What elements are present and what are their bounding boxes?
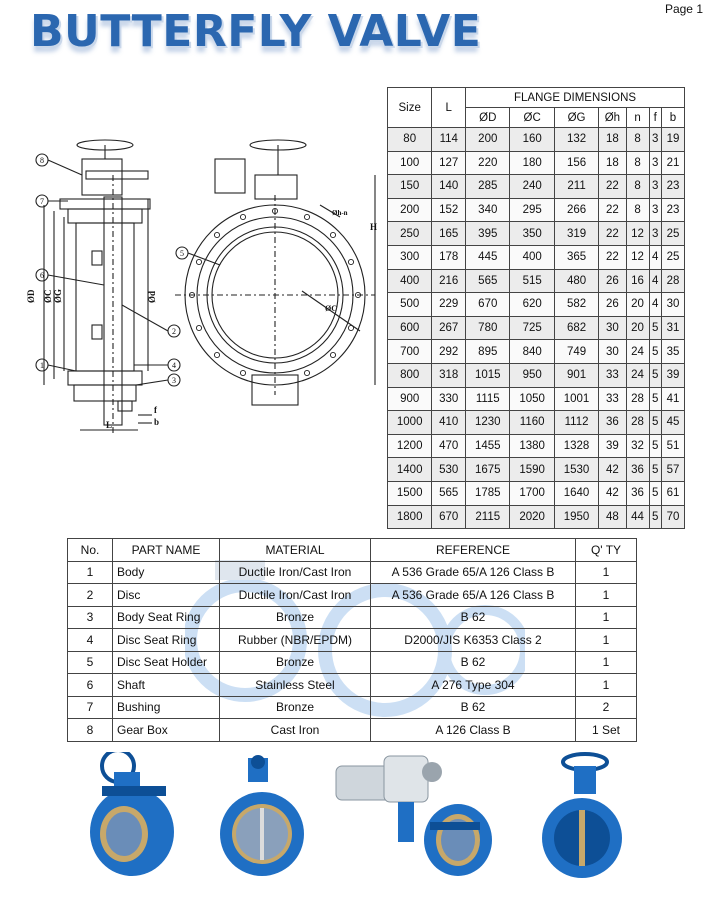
gearbox-side [82, 159, 122, 195]
callout-3: 3 [172, 376, 176, 385]
table-cell: 1950 [554, 505, 598, 529]
table-cell: 780 [466, 316, 510, 340]
table-cell: 61 [661, 481, 684, 505]
table-cell: Body [113, 561, 220, 584]
header-no: No. [68, 539, 113, 562]
table-cell: 292 [432, 340, 466, 364]
dim-h: H [370, 222, 378, 232]
table-cell: 1455 [466, 434, 510, 458]
table-cell: 500 [388, 293, 432, 317]
table-cell: 240 [510, 175, 554, 199]
table-cell: 20 [626, 293, 649, 317]
table-cell: 682 [554, 316, 598, 340]
table-cell: 901 [554, 363, 598, 387]
table-cell: 1 Set [576, 719, 637, 742]
table-cell: 30 [599, 316, 626, 340]
table-cell: 80 [388, 128, 432, 152]
header-l: L [432, 88, 466, 128]
table-cell: 900 [388, 387, 432, 411]
dim-od: ØD [26, 289, 36, 303]
header-sub-1: ØC [510, 108, 554, 128]
table-cell: 180 [510, 151, 554, 175]
page-title: BUTTERFLY VALVE [30, 6, 482, 57]
valve-photo-front [218, 752, 306, 880]
table-cell: 211 [554, 175, 598, 199]
table-cell: 350 [510, 222, 554, 246]
dim-bolt-holes: Øh-n [332, 209, 348, 217]
table-cell: 5 [649, 411, 661, 435]
table-cell: 1112 [554, 411, 598, 435]
table-cell: 36 [599, 411, 626, 435]
table-cell: 1 [576, 584, 637, 607]
table-cell: 30 [661, 293, 684, 317]
table-cell: 530 [432, 458, 466, 482]
table-cell: 8 [626, 128, 649, 152]
table-cell: 400 [388, 269, 432, 293]
table-cell: 1 [576, 674, 637, 697]
table-cell: 1380 [510, 434, 554, 458]
table-cell: Stainless Steel [220, 674, 371, 697]
table-cell: 410 [432, 411, 466, 435]
table-cell: 25 [661, 222, 684, 246]
table-cell: 18 [599, 151, 626, 175]
dim-f: f [154, 405, 157, 415]
parts-list-table [67, 538, 637, 742]
table-cell: 220 [466, 151, 510, 175]
dim-small-d: Ød [147, 290, 157, 303]
table-cell: 1 [68, 561, 113, 584]
table-cell: 565 [466, 269, 510, 293]
table-cell: 3 [649, 128, 661, 152]
table-cell: 22 [599, 245, 626, 269]
table-cell: 4 [649, 269, 661, 293]
flange-dimensions-table [387, 87, 685, 529]
table-row [68, 629, 637, 652]
header-reference: REFERENCE [371, 539, 576, 562]
table-row [68, 696, 637, 719]
table-cell: 5 [649, 340, 661, 364]
table-row [68, 561, 637, 584]
table-cell: 8 [626, 175, 649, 199]
table-cell: 5 [649, 481, 661, 505]
table-cell: 20 [626, 316, 649, 340]
header-sub-0: ØD [466, 108, 510, 128]
table-cell: B 62 [371, 696, 576, 719]
table-cell: 36 [626, 458, 649, 482]
callout-2: 2 [172, 327, 176, 336]
header-sub-2: ØG [554, 108, 598, 128]
table-cell: 39 [599, 434, 626, 458]
table-cell: 44 [626, 505, 649, 529]
table-cell: 300 [388, 245, 432, 269]
table-cell: 5 [649, 505, 661, 529]
dim-b: b [154, 417, 160, 427]
table-row [388, 269, 685, 293]
table-cell: Rubber (NBR/EPDM) [220, 629, 371, 652]
table-cell: 41 [661, 387, 684, 411]
dim-oc: ØC [43, 289, 53, 303]
table-cell: 57 [661, 458, 684, 482]
table-cell: 565 [432, 481, 466, 505]
table-cell: 1200 [388, 434, 432, 458]
table-cell: 8 [626, 151, 649, 175]
table-cell: 4 [649, 293, 661, 317]
dim-l: L [106, 420, 113, 430]
table-row [68, 674, 637, 697]
table-row [388, 198, 685, 222]
table-cell: 1160 [510, 411, 554, 435]
table-cell: 7 [68, 696, 113, 719]
table-cell: 6 [68, 674, 113, 697]
table-row [68, 651, 637, 674]
table-cell: 39 [661, 363, 684, 387]
table-cell: 395 [466, 222, 510, 246]
table-cell: 3 [649, 222, 661, 246]
table-cell: 480 [554, 269, 598, 293]
table-cell: 1675 [466, 458, 510, 482]
table-cell: 5 [649, 387, 661, 411]
table-cell: Shaft [113, 674, 220, 697]
table-cell: 165 [432, 222, 466, 246]
table-cell: 150 [388, 175, 432, 199]
table-cell: 200 [466, 128, 510, 152]
table-cell: 1 [576, 629, 637, 652]
dim-oc-front: ØC [325, 304, 337, 313]
table-cell: 1530 [554, 458, 598, 482]
table-cell: 35 [661, 340, 684, 364]
table-cell: 515 [510, 269, 554, 293]
table-cell: 28 [626, 411, 649, 435]
table-cell: 749 [554, 340, 598, 364]
table-cell: 32 [626, 434, 649, 458]
table-cell: 4 [68, 629, 113, 652]
table-cell: 1 [576, 651, 637, 674]
table-cell: 25 [661, 245, 684, 269]
table-cell: 2 [576, 696, 637, 719]
valve-technical-drawing [20, 135, 380, 440]
table-row [388, 293, 685, 317]
table-cell: 600 [388, 316, 432, 340]
table-cell: 42 [599, 458, 626, 482]
table-row [388, 128, 685, 152]
table-cell: Cast Iron [220, 719, 371, 742]
table-row [68, 719, 637, 742]
table-row [68, 606, 637, 629]
table-cell: 3 [649, 198, 661, 222]
valve-photo-gearbox-front [82, 752, 182, 880]
table-cell: 1001 [554, 387, 598, 411]
table-row [388, 245, 685, 269]
table-cell: 1785 [466, 481, 510, 505]
table-cell: Disc Seat Holder [113, 651, 220, 674]
table-cell: 8 [68, 719, 113, 742]
table-cell: 36 [626, 481, 649, 505]
table-cell: 1050 [510, 387, 554, 411]
header-material: MATERIAL [220, 539, 371, 562]
table-cell: 33 [599, 363, 626, 387]
table-row [388, 363, 685, 387]
table-cell: 1400 [388, 458, 432, 482]
table-cell: 1015 [466, 363, 510, 387]
table-cell: 1115 [466, 387, 510, 411]
table-cell: 266 [554, 198, 598, 222]
table-row [388, 411, 685, 435]
table-cell: 1 [576, 606, 637, 629]
table-cell: 445 [466, 245, 510, 269]
callout-6: 6 [40, 271, 44, 280]
table-cell: 24 [626, 363, 649, 387]
table-cell: A 276 Type 304 [371, 674, 576, 697]
table-cell: Body Seat Ring [113, 606, 220, 629]
table-cell: 23 [661, 198, 684, 222]
table-cell: 1230 [466, 411, 510, 435]
table-cell: 620 [510, 293, 554, 317]
table-cell: 3 [68, 606, 113, 629]
table-cell: 132 [554, 128, 598, 152]
table-cell: 319 [554, 222, 598, 246]
table-cell: 19 [661, 128, 684, 152]
table-cell: 950 [510, 363, 554, 387]
table-row [388, 387, 685, 411]
table-cell: 1640 [554, 481, 598, 505]
table-cell: 250 [388, 222, 432, 246]
table-cell: 178 [432, 245, 466, 269]
table-cell: 725 [510, 316, 554, 340]
header-sub-3: Øh [599, 108, 626, 128]
table-cell: 12 [626, 245, 649, 269]
table-cell: 31 [661, 316, 684, 340]
callout-1: 1 [40, 361, 44, 370]
callout-5: 5 [180, 249, 184, 258]
table-cell: 5 [649, 363, 661, 387]
header-flange-dimensions: FLANGE DIMENSIONS [466, 88, 685, 108]
table-cell: 2020 [510, 505, 554, 529]
table-cell: 340 [466, 198, 510, 222]
table-row [388, 434, 685, 458]
header-sub-6: b [661, 108, 684, 128]
table-cell: 18 [599, 128, 626, 152]
table-cell: 23 [661, 175, 684, 199]
table-cell: Bronze [220, 606, 371, 629]
table-cell: 127 [432, 151, 466, 175]
callout-8: 8 [40, 156, 44, 165]
table-cell: 1328 [554, 434, 598, 458]
table-cell: 5 [649, 458, 661, 482]
table-cell: 365 [554, 245, 598, 269]
table-cell: Bronze [220, 696, 371, 719]
table-cell: 800 [388, 363, 432, 387]
table-cell: 2 [68, 584, 113, 607]
table-cell: 1000 [388, 411, 432, 435]
table-cell: 1590 [510, 458, 554, 482]
table-row [68, 584, 637, 607]
table-cell: 100 [388, 151, 432, 175]
header-size: Size [388, 88, 432, 128]
table-cell: Bushing [113, 696, 220, 719]
table-cell: Ductile Iron/Cast Iron [220, 561, 371, 584]
table-cell: 267 [432, 316, 466, 340]
table-cell: 51 [661, 434, 684, 458]
table-cell: 3 [649, 151, 661, 175]
valve-photo-handwheel [530, 752, 630, 880]
table-cell: B 62 [371, 651, 576, 674]
table-cell: 48 [599, 505, 626, 529]
table-cell: Ductile Iron/Cast Iron [220, 584, 371, 607]
callout-4: 4 [172, 361, 176, 370]
table-cell: 3 [649, 175, 661, 199]
table-cell: 1 [576, 561, 637, 584]
table-row [388, 316, 685, 340]
table-cell: D2000/JIS K6353 Class 2 [371, 629, 576, 652]
table-cell: 670 [466, 293, 510, 317]
table-cell: 22 [599, 175, 626, 199]
valve-photo-electric-actuator [334, 752, 512, 880]
table-cell: 200 [388, 198, 432, 222]
table-row [388, 481, 685, 505]
table-cell: Bronze [220, 651, 371, 674]
table-cell: 152 [432, 198, 466, 222]
table-cell: A 126 Class B [371, 719, 576, 742]
table-cell: 2115 [466, 505, 510, 529]
table-cell: A 536 Grade 65/A 126 Class B [371, 584, 576, 607]
table-row [388, 175, 685, 199]
table-cell: Gear Box [113, 719, 220, 742]
table-cell: 8 [626, 198, 649, 222]
table-cell: 30 [599, 340, 626, 364]
table-cell: 16 [626, 269, 649, 293]
table-cell: 318 [432, 363, 466, 387]
table-cell: 4 [649, 245, 661, 269]
table-cell: 470 [432, 434, 466, 458]
table-cell: 21 [661, 151, 684, 175]
table-cell: 28 [626, 387, 649, 411]
table-cell: 22 [599, 222, 626, 246]
table-cell: 26 [599, 293, 626, 317]
table-cell: 5 [649, 316, 661, 340]
table-cell: Disc Seat Ring [113, 629, 220, 652]
table-row [388, 458, 685, 482]
table-cell: 895 [466, 340, 510, 364]
page-number: Page 1 [664, 2, 703, 16]
table-cell: 229 [432, 293, 466, 317]
table-cell: 160 [510, 128, 554, 152]
table-cell: 330 [432, 387, 466, 411]
table-cell: 33 [599, 387, 626, 411]
table-cell: 670 [432, 505, 466, 529]
table-cell: 700 [388, 340, 432, 364]
table-cell: 42 [599, 481, 626, 505]
table-cell: 140 [432, 175, 466, 199]
table-cell: 1700 [510, 481, 554, 505]
table-cell: 24 [626, 340, 649, 364]
table-cell: B 62 [371, 606, 576, 629]
table-row [388, 505, 685, 529]
table-cell: 114 [432, 128, 466, 152]
table-cell: 840 [510, 340, 554, 364]
table-cell: A 536 Grade 65/A 126 Class B [371, 561, 576, 584]
table-row [388, 222, 685, 246]
table-row [388, 151, 685, 175]
table-cell: 5 [68, 651, 113, 674]
table-cell: 28 [661, 269, 684, 293]
header-sub-5: f [649, 108, 661, 128]
table-cell: 156 [554, 151, 598, 175]
table-cell: 26 [599, 269, 626, 293]
table-cell: 22 [599, 198, 626, 222]
table-cell: 5 [649, 434, 661, 458]
header-sub-4: n [626, 108, 649, 128]
callout-7: 7 [40, 197, 44, 206]
table-cell: 216 [432, 269, 466, 293]
dim-og: ØG [53, 288, 63, 303]
header-qty: Q' TY [576, 539, 637, 562]
header-part-name: PART NAME [113, 539, 220, 562]
table-cell: 1800 [388, 505, 432, 529]
table-cell: 582 [554, 293, 598, 317]
table-row [388, 340, 685, 364]
table-cell: Disc [113, 584, 220, 607]
table-cell: 400 [510, 245, 554, 269]
table-cell: 285 [466, 175, 510, 199]
table-cell: 12 [626, 222, 649, 246]
table-cell: 70 [661, 505, 684, 529]
table-cell: 1500 [388, 481, 432, 505]
table-cell: 45 [661, 411, 684, 435]
table-cell: 295 [510, 198, 554, 222]
